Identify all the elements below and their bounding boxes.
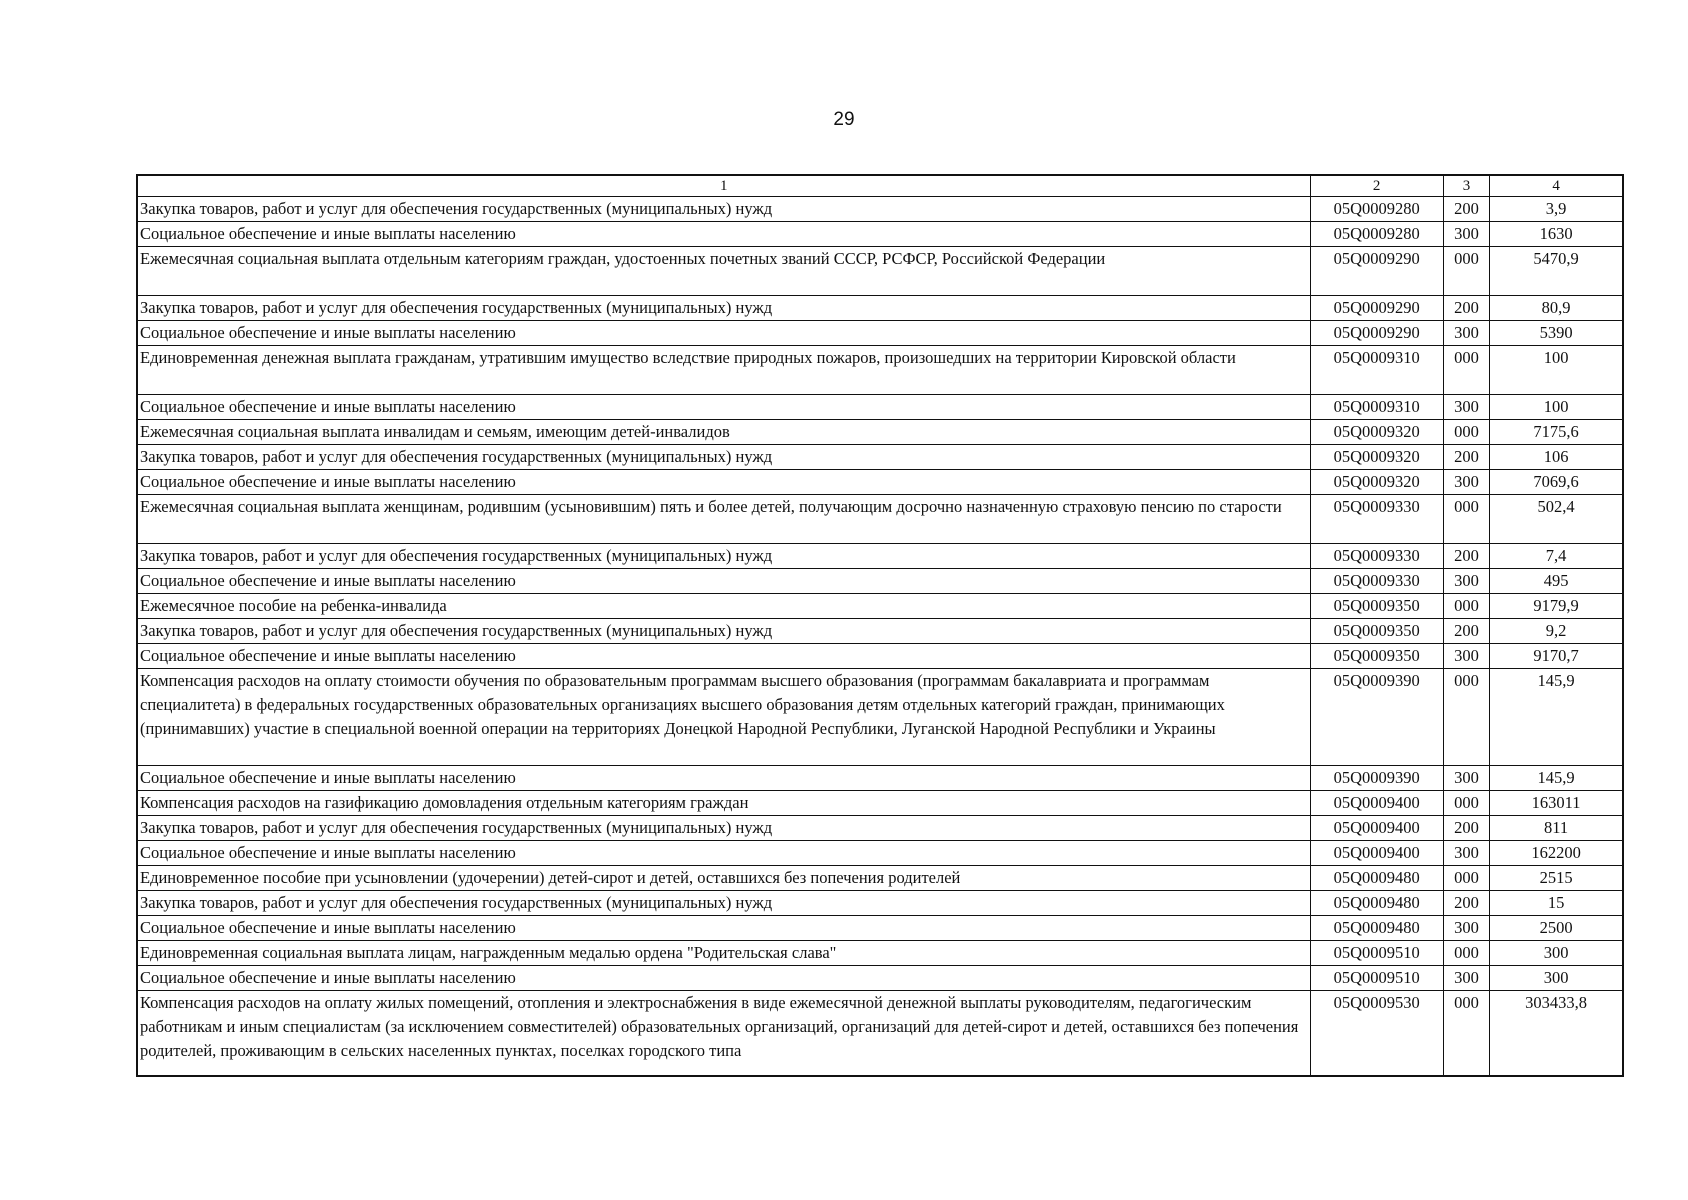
cell-sum: 300 (1490, 966, 1623, 991)
cell-type: 200 (1443, 197, 1489, 222)
cell-code: 05Q0009480 (1310, 916, 1443, 941)
page-number: 29 (833, 109, 855, 130)
cell-type: 300 (1443, 766, 1489, 791)
table-body (137, 175, 1623, 1076)
cell-code: 05Q0009330 (1310, 495, 1443, 544)
cell-type: 200 (1443, 619, 1489, 644)
cell-type: 300 (1443, 916, 1489, 941)
cell-code: 05Q0009290 (1310, 321, 1443, 346)
cell-name: Закупка товаров, работ и услуг для обеспечения государственных (муниципальных) нужд (137, 296, 1310, 321)
cell-code: 05Q0009290 (1310, 247, 1443, 296)
cell-type: 200 (1443, 296, 1489, 321)
cell-code: 05Q0009510 (1310, 966, 1443, 991)
cell-code: 05Q0009320 (1310, 470, 1443, 495)
cell-type: 300 (1443, 841, 1489, 866)
cell-sum: 9,2 (1490, 619, 1623, 644)
table-row (137, 296, 1623, 321)
table-row (137, 222, 1623, 247)
cell-name: Социальное обеспечение и иные выплаты населению (137, 470, 1310, 495)
cell-code: 05Q0009400 (1310, 841, 1443, 866)
cell-code: 05Q0009390 (1310, 669, 1443, 766)
table-row (137, 669, 1623, 766)
cell-type: 000 (1443, 866, 1489, 891)
table-row (137, 766, 1623, 791)
cell-type: 000 (1443, 791, 1489, 816)
cell-name: Закупка товаров, работ и услуг для обеспечения государственных (муниципальных) нужд (137, 816, 1310, 841)
cell-type: 300 (1443, 966, 1489, 991)
cell-type: 200 (1443, 544, 1489, 569)
cell-code: 05Q0009320 (1310, 445, 1443, 470)
cell-type: 300 (1443, 222, 1489, 247)
cell-type: 300 (1443, 644, 1489, 669)
table-row (137, 544, 1623, 569)
table-row (137, 470, 1623, 495)
cell-name: Закупка товаров, работ и услуг для обеспечения государственных (муниципальных) нужд (137, 544, 1310, 569)
cell-name: Закупка товаров, работ и услуг для обеспечения государственных (муниципальных) нужд (137, 891, 1310, 916)
cell-name: Ежемесячное пособие на ребенка-инвалида (137, 594, 1310, 619)
cell-code: 05Q0009390 (1310, 766, 1443, 791)
cell-name: Социальное обеспечение и иные выплаты населению (137, 966, 1310, 991)
cell-code: 05Q0009480 (1310, 891, 1443, 916)
header-cell-code: 2 (1310, 175, 1443, 197)
table-row (137, 247, 1623, 296)
cell-sum: 1630 (1490, 222, 1623, 247)
cell-code: 05Q0009400 (1310, 816, 1443, 841)
table-header-row (137, 175, 1623, 197)
cell-sum: 7175,6 (1490, 420, 1623, 445)
cell-name: Социальное обеспечение и иные выплаты населению (137, 569, 1310, 594)
cell-sum: 100 (1490, 346, 1623, 395)
table-row (137, 445, 1623, 470)
table-row (137, 941, 1623, 966)
header-cell-sum: 4 (1490, 175, 1623, 197)
cell-name: Закупка товаров, работ и услуг для обеспечения государственных (муниципальных) нужд (137, 445, 1310, 470)
table-row (137, 619, 1623, 644)
cell-name: Социальное обеспечение и иные выплаты населению (137, 841, 1310, 866)
cell-sum: 162200 (1490, 841, 1623, 866)
cell-code: 05Q0009400 (1310, 791, 1443, 816)
cell-name: Социальное обеспечение и иные выплаты населению (137, 916, 1310, 941)
cell-code: 05Q0009330 (1310, 544, 1443, 569)
cell-type: 200 (1443, 445, 1489, 470)
cell-code: 05Q0009330 (1310, 569, 1443, 594)
cell-code: 05Q0009310 (1310, 346, 1443, 395)
cell-name: Единовременная социальная выплата лицам, награжденным медалью ордена "Родительская слава" (137, 941, 1310, 966)
cell-sum: 106 (1490, 445, 1623, 470)
cell-code: 05Q0009290 (1310, 296, 1443, 321)
cell-name: Социальное обеспечение и иные выплаты населению (137, 395, 1310, 420)
header-cell-name: 1 (137, 175, 1310, 197)
cell-name: Компенсация расходов на оплату стоимости обучения по образовательным программам высшего образования (программам бакалавриата и программам специалитета) в федеральных государственных образовательных организациях высшего образования детям отдельных категорий граждан, принимающих (принимавших) участие в специальной военной операции на территориях Донецкой Народной Республики, Луганской Народной Республики и Украины (137, 669, 1310, 766)
cell-name: Компенсация расходов на газификацию домовладения отдельным категориям граждан (137, 791, 1310, 816)
table-row (137, 866, 1623, 891)
table-row (137, 791, 1623, 816)
cell-code: 05Q0009530 (1310, 991, 1443, 1077)
header-cell-type: 3 (1443, 175, 1489, 197)
table-row (137, 644, 1623, 669)
cell-sum: 502,4 (1490, 495, 1623, 544)
cell-type: 000 (1443, 346, 1489, 395)
cell-sum: 80,9 (1490, 296, 1623, 321)
cell-code: 05Q0009280 (1310, 197, 1443, 222)
table-row (137, 916, 1623, 941)
table-row (137, 420, 1623, 445)
cell-code: 05Q0009310 (1310, 395, 1443, 420)
table-row (137, 197, 1623, 222)
cell-name: Компенсация расходов на оплату жилых помещений, отопления и электроснабжения в виде ежемесячной денежной выплаты руководителям, педагогическим работникам и иным специалистам (за исключением совместителей) образовательных организаций, организаций для детей-сирот и детей, оставшихся без попечения родителей, проживающим в сельских населенных пунктах, поселках городского типа (137, 991, 1310, 1077)
cell-type: 200 (1443, 891, 1489, 916)
cell-sum: 5390 (1490, 321, 1623, 346)
cell-sum: 163011 (1490, 791, 1623, 816)
cell-sum: 9170,7 (1490, 644, 1623, 669)
cell-code: 05Q0009510 (1310, 941, 1443, 966)
table-row (137, 346, 1623, 395)
cell-type: 300 (1443, 470, 1489, 495)
cell-name: Единовременная денежная выплата гражданам, утратившим имущество вследствие природных пожаров, произошедших на территории Кировской области (137, 346, 1310, 395)
cell-sum: 303433,8 (1490, 991, 1623, 1077)
cell-sum: 15 (1490, 891, 1623, 916)
cell-sum: 145,9 (1490, 669, 1623, 766)
cell-type: 200 (1443, 816, 1489, 841)
table-row (137, 841, 1623, 866)
cell-name: Единовременное пособие при усыновлении (удочерении) детей-сирот и детей, оставшихся без попечения родителей (137, 866, 1310, 891)
cell-name: Социальное обеспечение и иные выплаты населению (137, 222, 1310, 247)
cell-type: 000 (1443, 495, 1489, 544)
budget-table (136, 174, 1624, 1077)
cell-sum: 7069,6 (1490, 470, 1623, 495)
cell-sum: 100 (1490, 395, 1623, 420)
cell-code: 05Q0009350 (1310, 644, 1443, 669)
table-row (137, 395, 1623, 420)
cell-code: 05Q0009350 (1310, 619, 1443, 644)
cell-sum: 9179,9 (1490, 594, 1623, 619)
cell-sum: 2500 (1490, 916, 1623, 941)
cell-sum: 300 (1490, 941, 1623, 966)
cell-name: Закупка товаров, работ и услуг для обеспечения государственных (муниципальных) нужд (137, 619, 1310, 644)
cell-sum: 2515 (1490, 866, 1623, 891)
cell-sum: 3,9 (1490, 197, 1623, 222)
cell-type: 000 (1443, 669, 1489, 766)
table-row (137, 594, 1623, 619)
cell-type: 000 (1443, 594, 1489, 619)
cell-code: 05Q0009280 (1310, 222, 1443, 247)
table-row (137, 891, 1623, 916)
cell-sum: 495 (1490, 569, 1623, 594)
table-row (137, 816, 1623, 841)
cell-sum: 145,9 (1490, 766, 1623, 791)
cell-type: 300 (1443, 395, 1489, 420)
table-row (137, 966, 1623, 991)
cell-name: Социальное обеспечение и иные выплаты населению (137, 644, 1310, 669)
cell-type: 000 (1443, 941, 1489, 966)
cell-type: 300 (1443, 569, 1489, 594)
cell-type: 000 (1443, 420, 1489, 445)
cell-name: Закупка товаров, работ и услуг для обеспечения государственных (муниципальных) нужд (137, 197, 1310, 222)
cell-name: Ежемесячная социальная выплата женщинам, родившим (усыновившим) пять и более детей, получающим досрочно назначенную страховую пенсию по старости (137, 495, 1310, 544)
cell-sum: 7,4 (1490, 544, 1623, 569)
cell-name: Ежемесячная социальная выплата инвалидам и семьям, имеющим детей-инвалидов (137, 420, 1310, 445)
cell-code: 05Q0009320 (1310, 420, 1443, 445)
cell-name: Ежемесячная социальная выплата отдельным категориям граждан, удостоенных почетных званий СССР, РСФСР, Российской Федерации (137, 247, 1310, 296)
cell-name: Социальное обеспечение и иные выплаты населению (137, 321, 1310, 346)
cell-sum: 811 (1490, 816, 1623, 841)
cell-name: Социальное обеспечение и иные выплаты населению (137, 766, 1310, 791)
cell-type: 300 (1443, 321, 1489, 346)
cell-sum: 5470,9 (1490, 247, 1623, 296)
cell-code: 05Q0009480 (1310, 866, 1443, 891)
table-row (137, 495, 1623, 544)
table-row (137, 569, 1623, 594)
cell-type: 000 (1443, 247, 1489, 296)
cell-code: 05Q0009350 (1310, 594, 1443, 619)
table-row (137, 991, 1623, 1077)
cell-type: 000 (1443, 991, 1489, 1077)
table-row (137, 321, 1623, 346)
